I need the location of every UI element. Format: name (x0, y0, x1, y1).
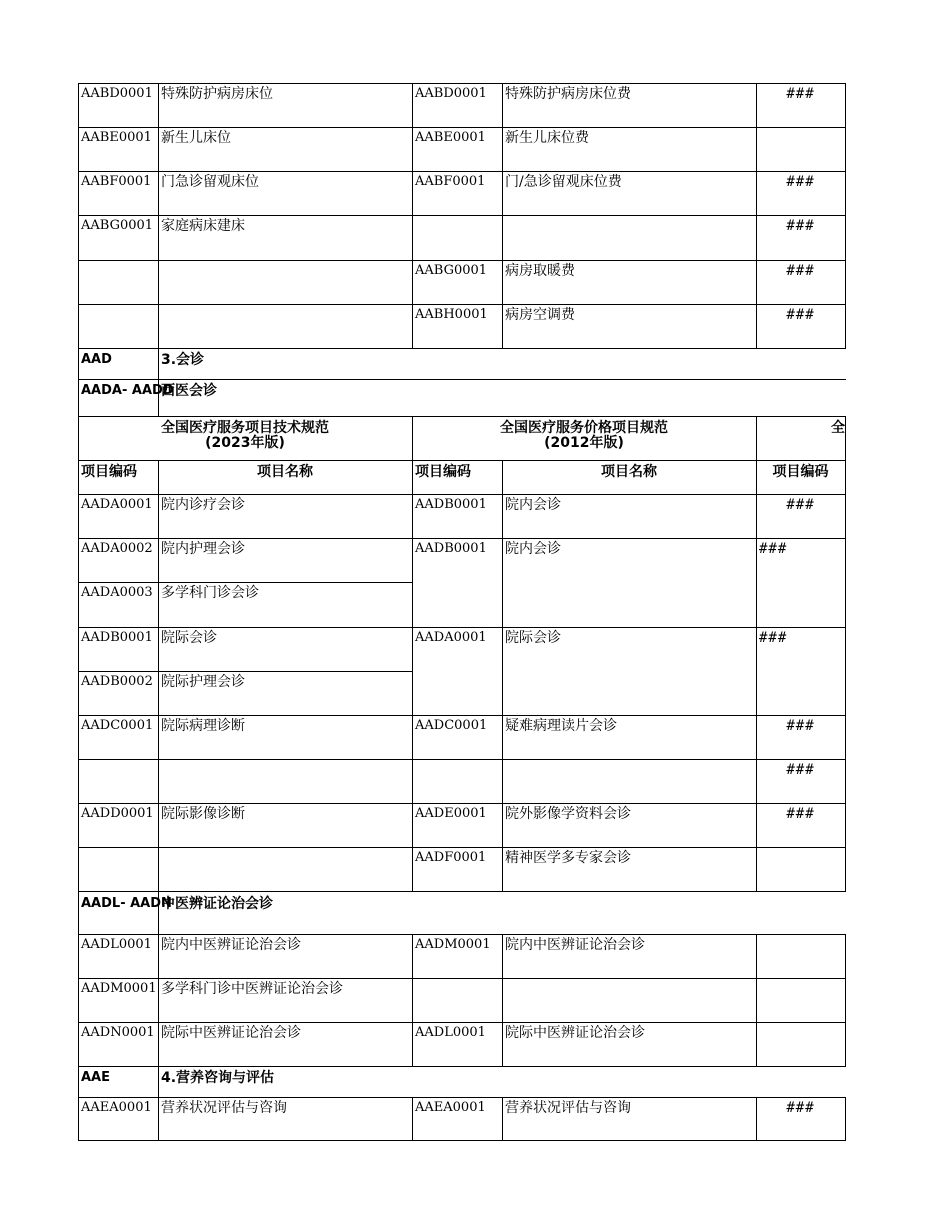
table-cell-name: 门/急诊留观床位费 (505, 174, 622, 190)
grid-line (845, 494, 846, 892)
grid-line (78, 891, 846, 892)
table-cell-name: 多学科门诊中医辨证论治会诊 (161, 981, 343, 997)
header-group-year: (2012年版) (544, 435, 624, 451)
table-cell-code: AADB0001 (81, 630, 153, 645)
table-cell-code: AADN0001 (81, 1025, 155, 1040)
table-cell-name: 新生儿床位 (161, 130, 231, 146)
table-cell-overflow-value: ### (786, 263, 815, 279)
table-cell-code: AAEA0001 (81, 1100, 152, 1115)
table-cell-code: AADM0001 (415, 937, 491, 952)
table-cell-name: 营养状况评估与咨询 (505, 1100, 631, 1116)
section-code: AAE (81, 1070, 111, 1085)
header-group-title: 全国医疗服务价格项目规范 (500, 420, 668, 436)
table-cell-overflow-value (756, 128, 845, 132)
section-title: 4.营养咨询与评估 (161, 1070, 275, 1086)
column-header: 项目编码 (772, 464, 829, 480)
grid-line (78, 460, 846, 461)
table-cell-code: AADB0001 (415, 541, 487, 556)
grid-line (845, 1097, 846, 1141)
table-cell-name: 院外影像学资料会诊 (505, 806, 631, 822)
table-cell-overflow-value: ### (786, 762, 815, 778)
table-cell-name: 院内护理会诊 (161, 541, 245, 557)
table-cell-code: AABE0001 (415, 130, 486, 145)
table-cell-overflow-value: ### (759, 541, 788, 557)
table-cell-overflow-value: ### (786, 86, 815, 102)
header-group-title: 全 (831, 420, 845, 436)
table-cell-code: AABG0001 (415, 263, 488, 278)
table-cell-name (158, 305, 412, 309)
grid-line (78, 379, 846, 380)
table-cell-overflow-value: ### (786, 174, 815, 190)
table-cell-overflow-value: ### (759, 630, 788, 646)
table-cell-name: 门急诊留观床位 (161, 174, 259, 190)
header-group-year: (2023年版) (205, 435, 285, 451)
section-title: 3.会诊 (161, 352, 205, 368)
table-cell-name: 院内中医辨证论治会诊 (505, 937, 645, 953)
table-cell-code (78, 261, 158, 265)
table-cell-code: AADA0001 (81, 497, 153, 512)
table-cell-overflow-value: ### (786, 307, 815, 323)
table-cell-name: 营养状况评估与咨询 (161, 1100, 287, 1116)
table-cell-name: 新生儿床位费 (505, 130, 589, 146)
table-cell-code (412, 216, 502, 220)
grid-line (78, 759, 846, 760)
table-cell-name: 疑难病理读片会诊 (505, 718, 617, 734)
table-cell-code: AADE0001 (415, 806, 487, 821)
table-cell-code: AABF0001 (415, 174, 486, 189)
grid-line (845, 83, 846, 349)
table-cell-name: 院际中医辨证论治会诊 (505, 1025, 645, 1041)
table-cell-name: 院内会诊 (505, 541, 561, 557)
table-cell-code: AAEA0001 (415, 1100, 486, 1115)
table-cell-code: AABF0001 (81, 174, 152, 189)
table-cell-code: AABE0001 (81, 130, 152, 145)
table-cell-name: 院际病理诊断 (161, 718, 245, 734)
table-cell-name: 院际会诊 (161, 630, 217, 646)
table-cell-name: 院际护理会诊 (161, 674, 245, 690)
table-cell-name: 家庭病床建床 (161, 218, 245, 234)
table-cell-code: AADF0001 (415, 850, 487, 865)
table-cell-code: AABD0001 (415, 86, 487, 101)
grid-line (756, 416, 757, 495)
column-header: 项目名称 (601, 464, 657, 480)
table-cell-overflow-value: ### (786, 497, 815, 513)
grid-line (756, 934, 757, 1067)
table-cell-name: 院内中医辨证论治会诊 (161, 937, 301, 953)
table-cell-name (158, 261, 412, 265)
table-cell-overflow-value: ### (786, 1100, 815, 1116)
table-cell-name: 院际中医辨证论治会诊 (161, 1025, 301, 1041)
table-cell-name: 病房空调费 (505, 307, 575, 323)
table-cell-code: AABD0001 (81, 86, 153, 101)
table-cell-name: 院际影像诊断 (161, 806, 245, 822)
table-cell-overflow-value: ### (786, 806, 815, 822)
table-cell-code: AADL0001 (81, 937, 152, 952)
grid-line (78, 1140, 846, 1141)
table-cell-code: AADC0001 (81, 718, 154, 733)
grid-line (845, 416, 846, 495)
table-cell-name: 特殊防护病房床位费 (505, 86, 631, 102)
table-cell-code: AADB0002 (81, 674, 153, 689)
table-cell-name: 病房取暖费 (505, 263, 575, 279)
grid-line (78, 1066, 846, 1067)
table-cell-code: AADA0003 (81, 585, 153, 600)
grid-line (78, 416, 846, 417)
table-cell-code: AADD0001 (81, 806, 154, 821)
table-cell-name: 多学科门诊会诊 (161, 585, 259, 601)
table-cell-name: 特殊防护病房床位 (161, 86, 273, 102)
table-cell-name: 院内会诊 (505, 497, 561, 513)
header-group-title: 全国医疗服务项目技术规范 (161, 420, 329, 436)
table-cell-code: AADC0001 (415, 718, 488, 733)
section-title: 中医辨证论治会诊 (161, 896, 273, 912)
column-header: 项目编码 (415, 464, 471, 480)
section-code: AADL- AADN (81, 896, 172, 911)
table-cell-code: AABG0001 (81, 218, 154, 233)
section-code: AADA- AADD (81, 383, 174, 398)
table-cell-code: AADL0001 (415, 1025, 486, 1040)
table-cell-code: AABH0001 (415, 307, 488, 322)
table-cell-code: AADM0001 (81, 981, 157, 996)
table-cell-name (502, 216, 756, 220)
grid-line (845, 934, 846, 1067)
table-cell-name: 院际会诊 (505, 630, 561, 646)
column-header: 项目名称 (257, 464, 313, 480)
section-title: 西医会诊 (161, 383, 217, 399)
column-header: 项目编码 (81, 464, 137, 480)
table-cell-code (78, 305, 158, 309)
section-code: AAD (81, 352, 112, 367)
table-cell-overflow-value: ### (786, 718, 815, 734)
table-cell-code: AADA0002 (81, 541, 153, 556)
table-cell-code: AADA0001 (415, 630, 487, 645)
table-cell-name: 院内诊疗会诊 (161, 497, 245, 513)
grid-line (78, 348, 846, 349)
table-cell-code: AADB0001 (415, 497, 487, 512)
table-cell-overflow-value: ### (786, 218, 815, 234)
table-cell-name: 精神医学多专家会诊 (505, 850, 631, 866)
